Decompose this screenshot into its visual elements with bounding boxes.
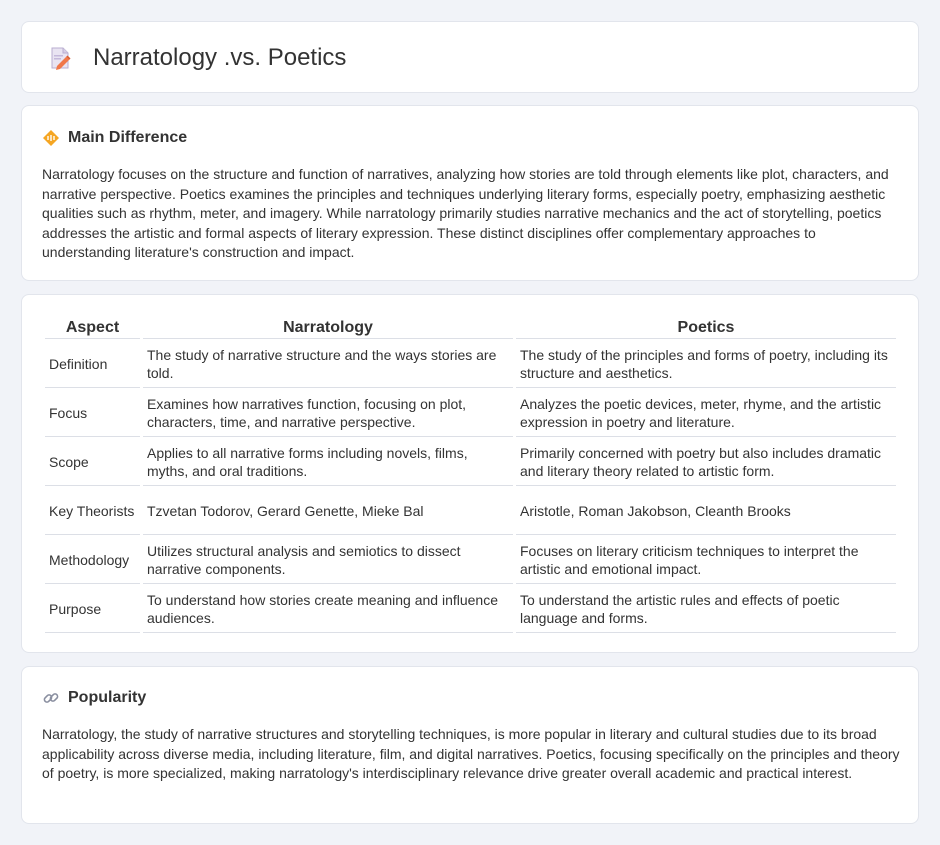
link-icon bbox=[42, 689, 60, 707]
popularity-text: Narratology, the study of narrative structures and storytelling techniques, is more popular in literary and cultural studies due to its broad applicability across diverse media, including literature, film, and digital narratives. Poetics, focusing specifically on the principles and theory of poetry, is more specialized, making narratology's interdisciplinary relevance drive greater overall academic and practical interest. bbox=[42, 726, 900, 781]
comparison-table bbox=[42, 315, 899, 635]
table-row bbox=[45, 537, 896, 584]
header-narratology: Narratology bbox=[143, 317, 513, 339]
main-difference-header bbox=[42, 128, 187, 148]
page-title: Narratology .vs. Poetics bbox=[93, 44, 347, 71]
table-row bbox=[45, 341, 896, 388]
table-row bbox=[45, 390, 896, 437]
row-aspect: Methodology bbox=[45, 537, 140, 584]
row-poetics: Analyzes the poetic devices, meter, rhyme, and the artistic expression in poetry and literature. bbox=[516, 390, 896, 437]
table-row bbox=[45, 488, 896, 535]
popularity-heading: Popularity bbox=[68, 689, 147, 706]
row-narratology: Applies to all narrative forms including novels, films, myths, and oral traditions. bbox=[143, 439, 513, 486]
popularity-card bbox=[21, 666, 919, 824]
main-difference-text: Narratology focuses on the structure and function of narratives, analyzing how stories are told through elements like plot, characters, and narrative perspective. Poetics examines the principles and techniques underlying literary forms, especially poetry, emphasizing aesthetic qualities such as rhythm, meter, and imagery. While narratology primarily studies narrative mechanics and the act of storytelling, poetics addresses the artistic and formal aspects of literary expression. These distinct disciplines offer complementary approaches to understanding literature's construction and impact. bbox=[42, 166, 889, 260]
document-pencil-icon bbox=[48, 46, 72, 70]
table-row bbox=[45, 439, 896, 486]
row-aspect: Focus bbox=[45, 390, 140, 437]
title-card bbox=[21, 21, 919, 93]
row-narratology: The study of narrative structure and the ways stories are told. bbox=[143, 341, 513, 388]
row-narratology: To understand how stories create meaning and influence audiences. bbox=[143, 586, 513, 633]
main-difference-card bbox=[21, 105, 919, 281]
comparison-card bbox=[21, 294, 919, 653]
popularity-header bbox=[42, 688, 146, 708]
row-aspect: Key Theorists bbox=[45, 488, 140, 535]
diamond-icon bbox=[42, 129, 60, 147]
row-poetics: Aristotle, Roman Jakobson, Cleanth Brooks bbox=[516, 488, 896, 535]
row-aspect: Definition bbox=[45, 341, 140, 388]
row-poetics: To understand the artistic rules and effects of poetic language and forms. bbox=[516, 586, 896, 633]
row-poetics: Primarily concerned with poetry but also includes dramatic and literary theory related to artistic form. bbox=[516, 439, 896, 486]
header-aspect: Aspect bbox=[45, 317, 140, 339]
row-narratology: Utilizes structural analysis and semiotics to dissect narrative components. bbox=[143, 537, 513, 584]
main-difference-heading: Main Difference bbox=[68, 129, 188, 146]
row-poetics: Focuses on literary criticism techniques to interpret the artistic and emotional impact. bbox=[516, 537, 896, 584]
row-aspect: Purpose bbox=[45, 586, 140, 633]
row-narratology: Tzvetan Todorov, Gerard Genette, Mieke Bal bbox=[143, 488, 513, 535]
table-header-row bbox=[45, 317, 896, 339]
row-narratology: Examines how narratives function, focusing on plot, characters, time, and narrative perspective. bbox=[143, 390, 513, 437]
row-aspect: Scope bbox=[45, 439, 140, 486]
table-row bbox=[45, 586, 896, 633]
header-poetics: Poetics bbox=[516, 317, 896, 339]
row-poetics: The study of the principles and forms of poetry, including its structure and aesthetics. bbox=[516, 341, 896, 388]
